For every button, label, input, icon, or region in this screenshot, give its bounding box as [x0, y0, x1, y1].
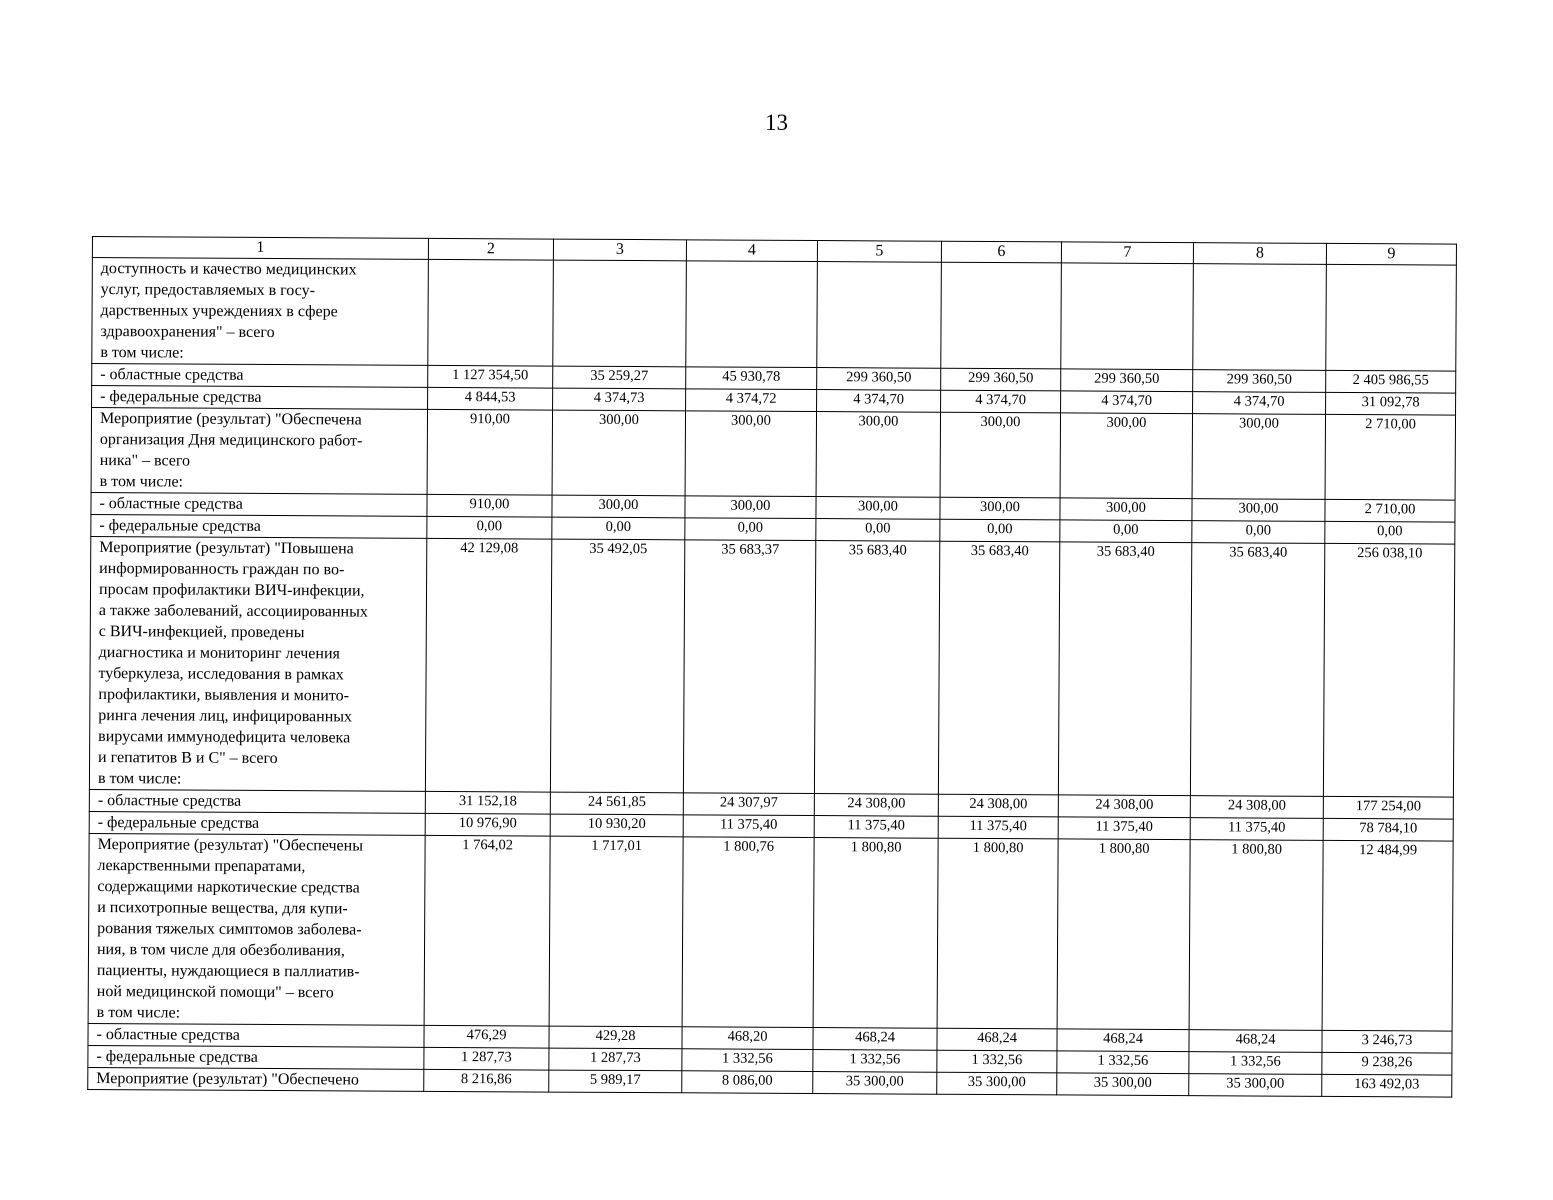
value-cell-col-8: 468,24 — [1189, 1030, 1322, 1053]
value-cell-col-8: 4 374,70 — [1193, 392, 1326, 415]
value-cell-col-3: 1 717,01 — [549, 836, 683, 1027]
row-label: доступность и качество медицинских услуг, предоставляемых в госу- дарственных учреждениях в сфере здравоохранения" – всего в том числе: — [92, 258, 429, 366]
row-label: Мероприятие (результат) "Обеспечена организация Дня медицинского работ- ника" – всего в том числе: — [91, 408, 427, 495]
value-cell-col-5: 1 332,56 — [813, 1050, 937, 1073]
value-cell-col-5: 300,00 — [816, 497, 940, 520]
value-cell-col-5: 11 375,40 — [814, 816, 938, 839]
table-row — [91, 408, 1455, 501]
value-cell-col-8: 24 308,00 — [1190, 796, 1323, 819]
value-cell-col-2: 4 844,53 — [428, 387, 553, 410]
value-cell-col-8: 300,00 — [1192, 414, 1325, 500]
value-cell-col-7: 24 308,00 — [1058, 795, 1190, 818]
header-cell: 1 — [92, 237, 428, 260]
table-body — [88, 237, 1457, 1098]
value-cell-col-5: 4 374,70 — [817, 390, 941, 413]
value-cell-col-7: 35 683,40 — [1058, 542, 1191, 796]
value-cell-col-8: 0,00 — [1192, 521, 1325, 544]
value-cell-col-2: 1 127 354,50 — [428, 365, 553, 388]
value-cell-col-2: 10 976,90 — [425, 813, 550, 836]
value-cell-col-3: 35 492,05 — [550, 539, 684, 793]
header-cell: 5 — [817, 241, 941, 263]
value-cell-col-3: 1 287,73 — [549, 1048, 682, 1071]
value-cell-col-8: 35 683,40 — [1190, 543, 1324, 797]
header-cell: 7 — [1061, 242, 1193, 264]
header-cell: 2 — [428, 238, 553, 260]
value-cell-col-6: 299 360,50 — [941, 368, 1061, 391]
value-cell-col-2: 0,00 — [427, 516, 552, 539]
value-cell-col-4: 300,00 — [685, 411, 816, 497]
value-cell-col-6: 35 683,40 — [938, 541, 1059, 795]
value-cell-col-8: 1 332,56 — [1189, 1052, 1322, 1075]
value-cell-col-7: 11 375,40 — [1058, 817, 1190, 840]
row-label: - областные средства — [89, 789, 425, 813]
value-cell-col-3: 300,00 — [552, 495, 685, 518]
value-cell-col-7: 300,00 — [1060, 413, 1192, 499]
value-cell-col-7: 1 800,80 — [1057, 839, 1190, 1030]
value-cell-col-4: 8 086,00 — [682, 1071, 813, 1094]
value-cell-col-8: 1 800,80 — [1189, 840, 1323, 1031]
value-cell-col-7 — [1061, 263, 1194, 370]
value-cell-col-4: 24 307,97 — [683, 793, 814, 816]
value-cell-col-4: 35 683,37 — [683, 540, 815, 794]
value-cell-col-6: 1 332,56 — [937, 1050, 1057, 1073]
row-label: - областные средства — [91, 492, 427, 516]
value-cell-col-8: 35 300,00 — [1189, 1074, 1322, 1097]
value-cell-col-9: 3 246,73 — [1322, 1030, 1452, 1053]
header-cell: 4 — [686, 240, 817, 262]
value-cell-col-2: 8 216,86 — [424, 1069, 549, 1092]
value-cell-col-4: 45 930,78 — [686, 367, 817, 390]
value-cell-col-7: 299 360,50 — [1061, 369, 1193, 392]
value-cell-col-4: 468,20 — [682, 1027, 813, 1050]
value-cell-col-9: 163 492,03 — [1322, 1074, 1452, 1097]
value-cell-col-3: 5 989,17 — [549, 1070, 682, 1093]
value-cell-col-9: 2 405 986,55 — [1326, 370, 1456, 393]
value-cell-col-6: 4 374,70 — [941, 390, 1061, 413]
value-cell-col-4: 300,00 — [685, 496, 816, 519]
value-cell-col-2: 1 764,02 — [424, 835, 550, 1026]
value-cell-col-3: 4 374,73 — [553, 388, 686, 411]
row-label: - областные средства — [88, 1023, 424, 1047]
value-cell-col-2: 910,00 — [427, 494, 552, 517]
table-row — [89, 536, 1454, 797]
header-cell: 6 — [941, 241, 1061, 263]
value-cell-col-7: 300,00 — [1060, 498, 1192, 521]
value-cell-col-4 — [686, 261, 818, 368]
value-cell-col-7: 0,00 — [1060, 520, 1192, 543]
table-row — [92, 258, 1457, 372]
page-number: 13 — [765, 110, 788, 135]
value-cell-col-4: 0,00 — [685, 518, 816, 541]
value-cell-col-2: 910,00 — [427, 409, 552, 495]
header-cell: 9 — [1326, 243, 1456, 265]
value-cell-col-9 — [1326, 264, 1457, 371]
value-cell-col-8: 11 375,40 — [1190, 818, 1323, 841]
value-cell-col-3: 429,28 — [549, 1026, 682, 1049]
value-cell-col-9: 31 092,78 — [1326, 392, 1456, 415]
value-cell-col-7: 35 300,00 — [1057, 1073, 1189, 1096]
value-cell-col-9: 256 038,10 — [1323, 543, 1454, 797]
value-cell-col-9: 177 254,00 — [1323, 796, 1453, 819]
value-cell-col-5: 35 683,40 — [814, 541, 939, 795]
header-cell: 8 — [1193, 243, 1326, 265]
value-cell-col-2 — [428, 259, 554, 366]
value-cell-col-4: 1 332,56 — [682, 1049, 813, 1072]
value-cell-col-9: 0,00 — [1325, 521, 1455, 544]
value-cell-col-5: 299 360,50 — [817, 368, 941, 391]
value-cell-col-2: 42 129,08 — [425, 538, 551, 792]
row-label: Мероприятие (результат) "Повышена информированность граждан по во- просам профилактики ВИЧ-инфекции, а также заболеваний, ассоциированных с ВИЧ-инфекцией, проведены диагностика и мониторинг лечения туберкулеза, исследования в рамках профилактики, выявления и монито- ринга лечения лиц, инфицированных вирусами иммунодефицита человека и гепатитов В и С" – всего в том числе: — [89, 536, 426, 791]
value-cell-col-6 — [941, 262, 1062, 369]
value-cell-col-3: 35 259,27 — [553, 366, 686, 389]
value-cell-col-6: 300,00 — [940, 412, 1060, 498]
value-cell-col-6: 468,24 — [937, 1028, 1057, 1051]
row-label: Мероприятие (результат) "Обеспечено — [88, 1067, 424, 1091]
header-cell: 3 — [553, 239, 686, 261]
value-cell-col-9: 78 784,10 — [1323, 818, 1453, 841]
row-label: Мероприятие (результат) "Обеспечены лекарственными препаратами, содержащими наркотические средства и психотропные вещества, для купи- рования тяжелых симптомов заболева- ния, в том числе для обезболивания, пациенты, нуждающиеся в паллиатив- ной медицинской помощи" – всего в том числе: — [88, 833, 425, 1025]
value-cell-col-5: 468,24 — [813, 1028, 937, 1051]
value-cell-col-9: 2 710,00 — [1325, 414, 1455, 500]
value-cell-col-9: 2 710,00 — [1325, 499, 1455, 522]
value-cell-col-6: 0,00 — [940, 519, 1060, 542]
value-cell-col-8: 299 360,50 — [1193, 370, 1326, 393]
value-cell-col-5 — [817, 262, 942, 369]
value-cell-col-3 — [553, 260, 687, 367]
value-cell-col-6: 24 308,00 — [938, 794, 1058, 817]
value-cell-col-2: 31 152,18 — [425, 791, 550, 814]
value-cell-col-5: 35 300,00 — [813, 1072, 937, 1095]
value-cell-col-5: 0,00 — [816, 519, 940, 542]
value-cell-col-4: 1 800,76 — [682, 837, 814, 1028]
value-cell-col-6: 11 375,40 — [938, 816, 1058, 839]
value-cell-col-3: 0,00 — [552, 517, 685, 540]
value-cell-col-2: 1 287,73 — [424, 1047, 549, 1070]
value-cell-col-5: 1 800,80 — [813, 838, 938, 1029]
row-label: - федеральные средства — [89, 811, 425, 835]
value-cell-col-3: 300,00 — [552, 410, 685, 496]
value-cell-col-5: 300,00 — [816, 412, 940, 498]
value-cell-col-2: 476,29 — [424, 1025, 549, 1048]
value-cell-col-5: 24 308,00 — [814, 794, 938, 817]
value-cell-col-7: 1 332,56 — [1057, 1051, 1189, 1074]
value-cell-col-9: 12 484,99 — [1322, 840, 1453, 1031]
row-label: - федеральные средства — [88, 1045, 424, 1069]
table-row — [88, 833, 1453, 1031]
value-cell-col-8: 300,00 — [1192, 499, 1325, 522]
value-cell-col-8 — [1193, 264, 1327, 371]
value-cell-col-3: 10 930,20 — [550, 814, 683, 837]
value-cell-col-7: 468,24 — [1057, 1029, 1189, 1052]
value-cell-col-3: 24 561,85 — [550, 792, 683, 815]
value-cell-col-7: 4 374,70 — [1061, 391, 1193, 414]
budget-table — [87, 236, 1457, 1098]
value-cell-col-4: 11 375,40 — [683, 815, 814, 838]
value-cell-col-9: 9 238,26 — [1322, 1052, 1452, 1075]
row-label: - федеральные средства — [92, 386, 428, 410]
row-label: - областные средства — [92, 364, 428, 388]
value-cell-col-6: 300,00 — [940, 497, 1060, 520]
value-cell-col-6: 35 300,00 — [937, 1072, 1057, 1095]
row-label: - федеральные средства — [91, 514, 427, 538]
value-cell-col-6: 1 800,80 — [937, 838, 1058, 1029]
value-cell-col-4: 4 374,72 — [686, 389, 817, 412]
